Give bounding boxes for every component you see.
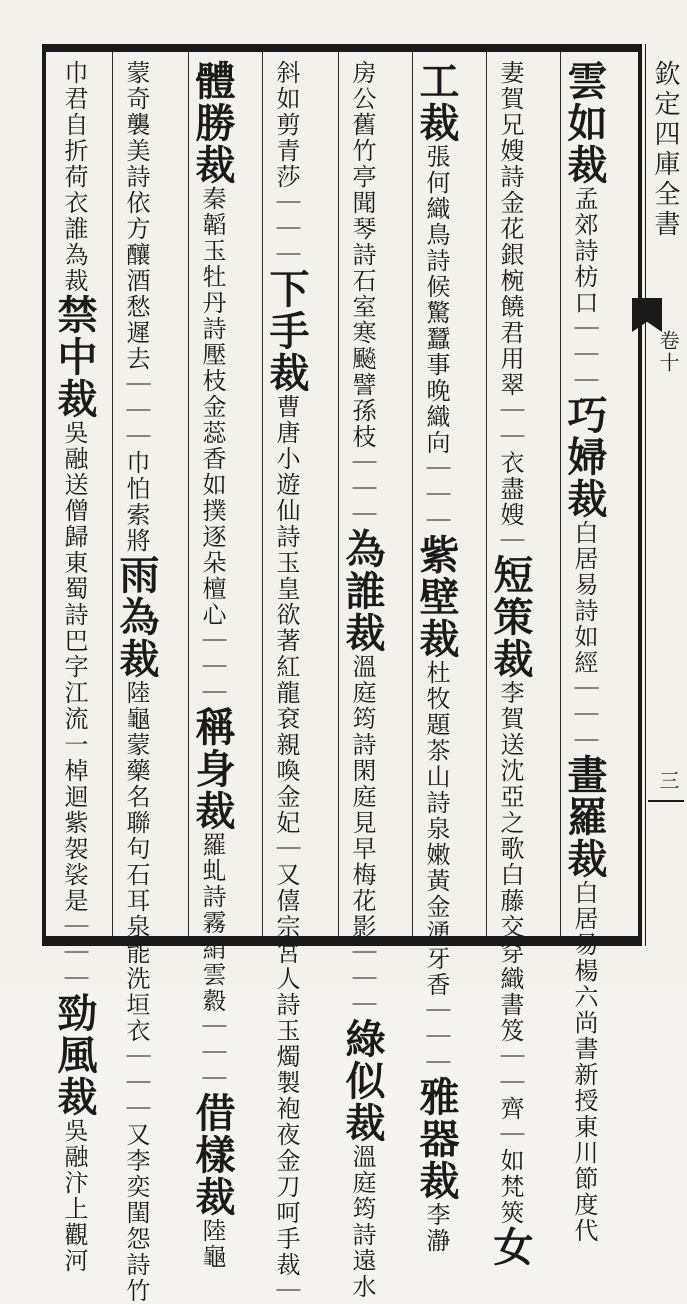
entry-headword: 短策裁: [487, 554, 534, 680]
entry-headword: 雲如裁: [561, 60, 608, 186]
entry-headword: 勁風裁: [51, 992, 98, 1118]
entry-citation: 蒙奇襲美詩依方釀酒愁遲去｜｜｜巾怕索將: [122, 60, 150, 554]
column-rule: [486, 52, 487, 936]
text-column-5: [263, 60, 310, 1304]
entry-citation: 曹唐小遊仙詩玉皇欲著紅龍袞親喚金妃｜又僖宗宮人詩玉燭製袍夜金刀呵手裁｜: [272, 394, 300, 1304]
column-rule: [412, 52, 413, 936]
entry-citation: 溫庭筠詩閑庭見早梅花影｜｜｜: [348, 654, 376, 1018]
entry-headword: 工裁: [413, 60, 460, 144]
entry-citation: 吳融汴上觀河: [60, 1118, 88, 1274]
volume-label: 卷十: [656, 330, 680, 374]
entry-headword: 綠似裁: [339, 1018, 386, 1144]
text-column-6: [189, 60, 236, 1270]
entry-citation: 李賀送沈亞之歌白藤交穿織書笈｜｜齊｜如梵筴: [496, 680, 524, 1226]
entry-headword: 禁中裁: [51, 294, 98, 420]
entry-citation: 房公舊竹亭聞琴詩石室寒飈譬孫枝｜｜｜: [348, 60, 376, 528]
entry-citation: 溫庭筠詩遠水: [348, 1144, 376, 1300]
entry-headword: 為誰裁: [339, 528, 386, 654]
entry-headword: 雨為裁: [113, 554, 160, 680]
entry-headword: 畫羅裁: [561, 754, 608, 880]
entry-citation: 斜如剪青莎｜｜｜: [272, 60, 300, 268]
entry-citation: 白居易楊六尚書新授東川節度代: [570, 880, 598, 1244]
top-border-bar: [42, 44, 642, 52]
margin-tick: [648, 800, 684, 802]
book-title: 欽定四庫全書: [650, 60, 680, 240]
entry-citation: 陸龜: [198, 1218, 226, 1270]
entry-citation: 李瀞: [422, 1202, 450, 1254]
entry-citation: 妻賀兄嫂詩金花銀椀饒君用翠｜｜衣盡嫂｜: [496, 60, 524, 554]
text-column-7: [113, 60, 160, 1304]
entry-citation: 杜牧題茶山詩泉嫩黃金湧牙香｜｜｜: [422, 660, 450, 1076]
entry-citation: 白居易詩如經｜｜｜: [570, 520, 598, 754]
entry-citation: 陸龜蒙藥名聯句石耳泉能洗垣衣｜｜｜又李奕閨怨詩竹: [122, 680, 150, 1304]
text-column-2: [487, 60, 534, 1268]
text-column-1: [561, 60, 608, 1244]
entry-citation: 張何織鳥詩候驚蠶事晚織向｜｜｜: [422, 144, 450, 534]
column-rule: [112, 52, 113, 936]
entry-headword: 巧婦裁: [561, 394, 608, 520]
entry-citation: 秦韜玉牡丹詩壓枝金蕊香如撲逐朵檀心｜｜｜: [198, 186, 226, 706]
entry-citation: 孟郊詩枋口｜｜｜: [570, 186, 598, 394]
text-column-4: [339, 60, 386, 1300]
column-rule: [262, 52, 263, 936]
entry-headword: 體勝裁: [189, 60, 236, 186]
entry-headword: 女: [487, 1226, 534, 1268]
entry-citation: 巾君自折荷衣誰為裁: [60, 60, 88, 294]
entry-headword: 借樣裁: [189, 1092, 236, 1218]
entry-citation: 羅虬詩霧綃雲縠｜｜｜: [198, 832, 226, 1092]
entry-headword: 紫壁裁: [413, 534, 460, 660]
entry-headword: 下手裁: [263, 268, 310, 394]
entry-headword: 雅器裁: [413, 1076, 460, 1202]
column-rule: [338, 52, 339, 936]
entry-citation: 吳融送僧歸東蜀詩巴字江流一棹迴紫袈裟是｜｜｜: [60, 420, 88, 992]
text-column-8: [51, 60, 98, 1274]
page-number: 三: [656, 770, 680, 790]
text-column-3: [413, 60, 460, 1254]
entry-headword: 稱身裁: [189, 706, 236, 832]
